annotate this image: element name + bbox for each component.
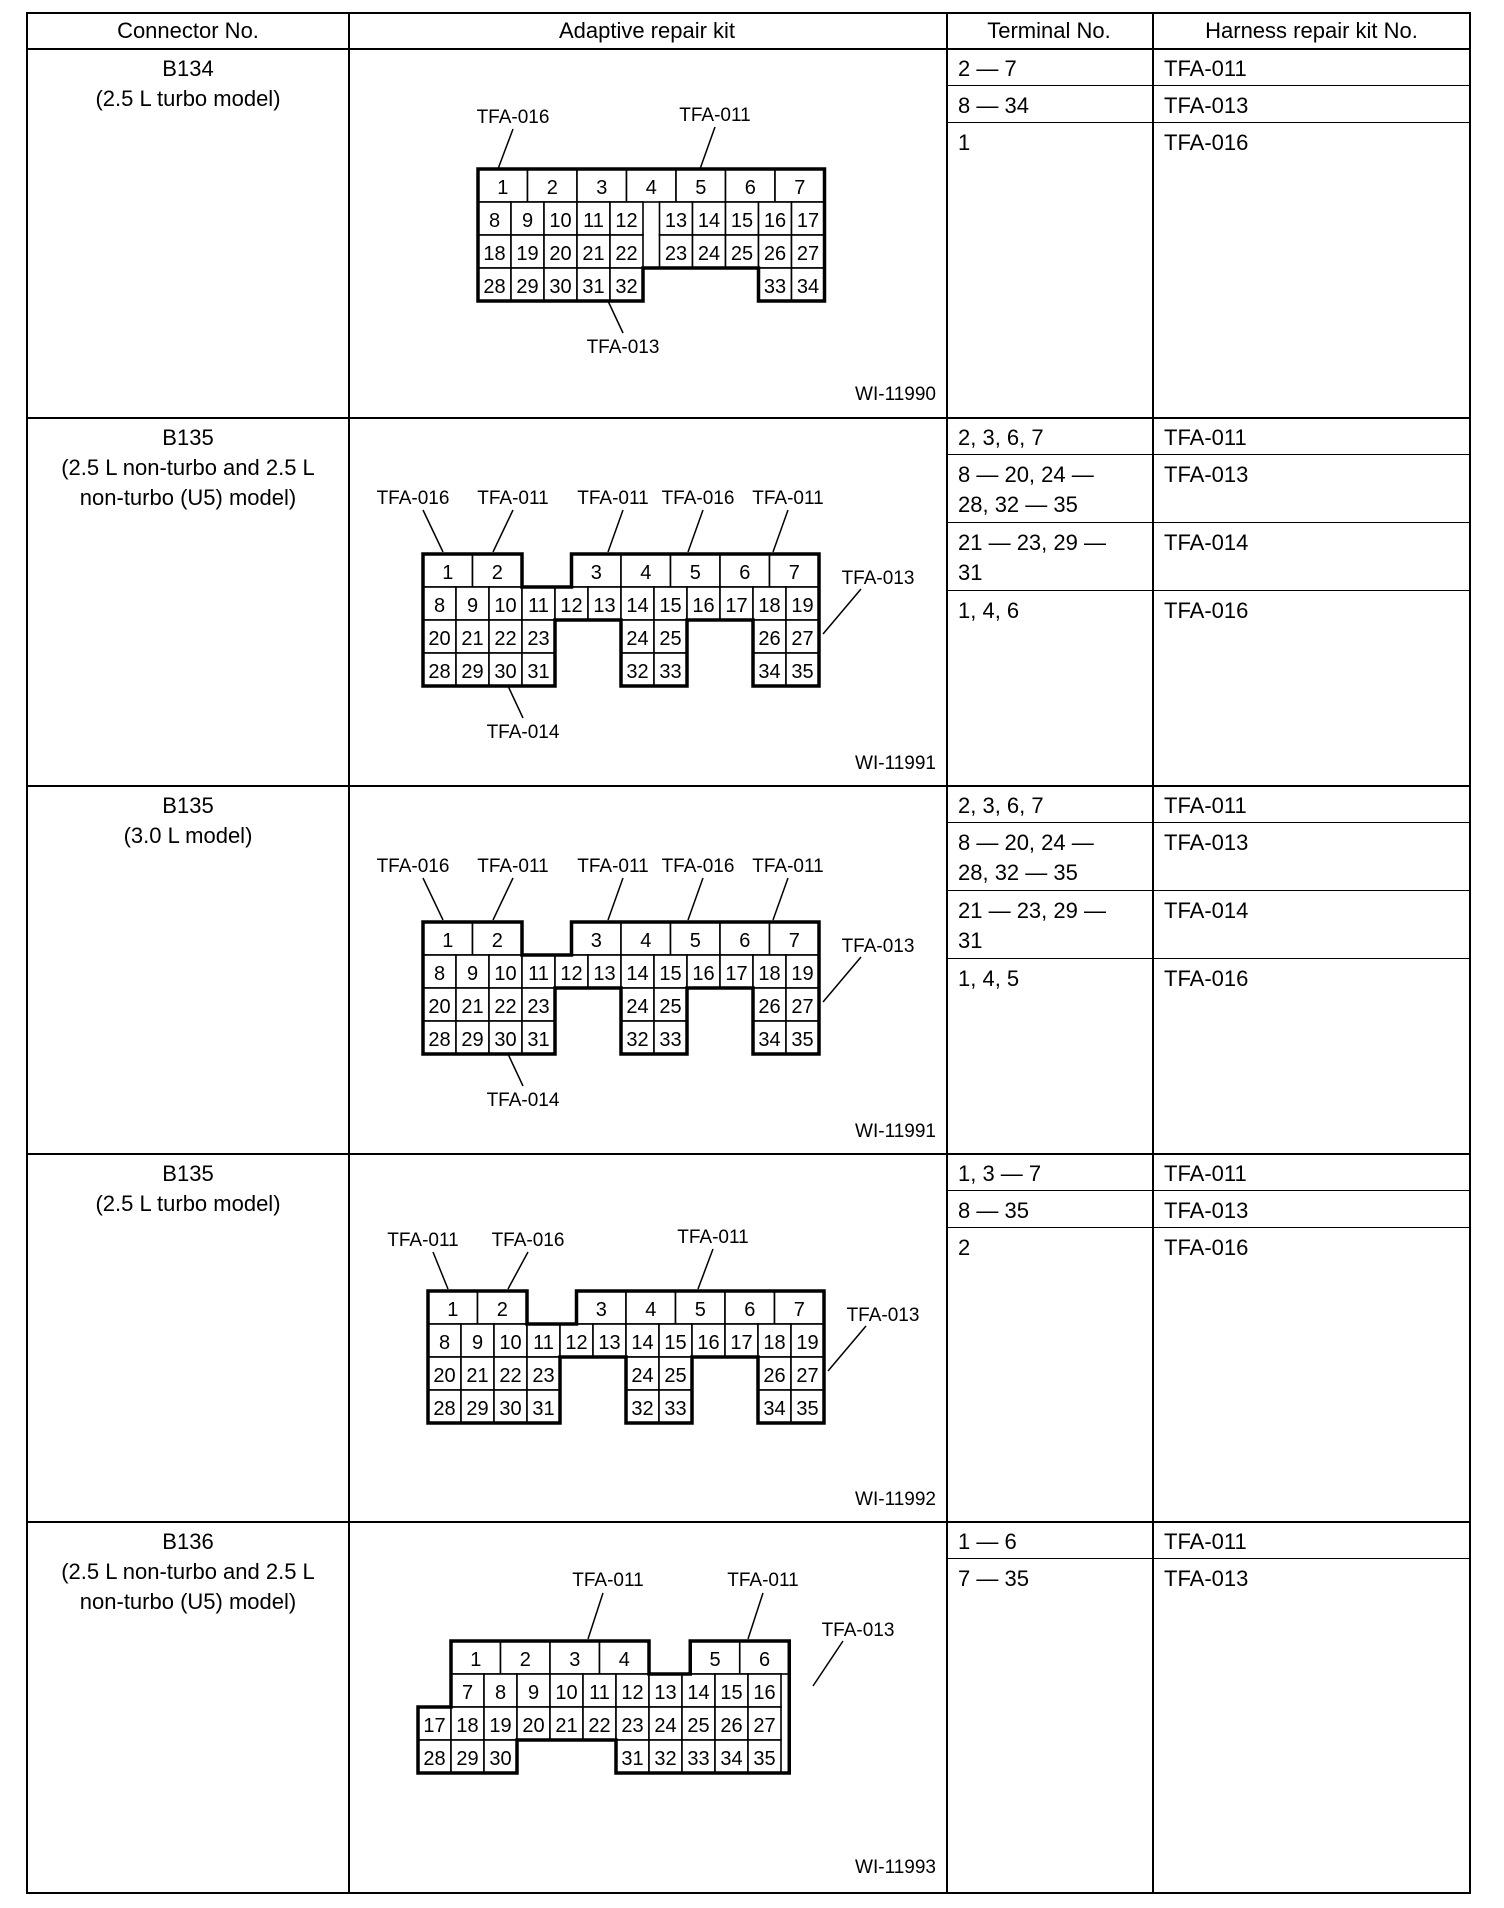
terminal-pin-number: 30 [494, 661, 517, 683]
terminal-pin-number: 20 [549, 243, 572, 265]
terminal-pin-number: 27 [791, 628, 814, 650]
terminal-pin-number: 14 [626, 963, 649, 985]
callout-leader [823, 589, 861, 634]
terminal-pin-number: 32 [654, 1748, 677, 1770]
terminal-pin-number: 30 [489, 1748, 512, 1770]
terminal-pin-number: 20 [428, 628, 451, 650]
terminal-pin-number: 9 [521, 210, 534, 232]
terminal-pin-number: 16 [753, 1682, 776, 1704]
figure-code: WI-11992 [855, 1489, 936, 1510]
terminal-pin-number: 3 [595, 1299, 607, 1321]
terminal-pin-number: 35 [791, 661, 814, 683]
terminal-pin-number: 8 [488, 210, 501, 232]
terminal-pin-number: 6 [739, 562, 751, 584]
callout-label: TFA-011 [577, 488, 649, 509]
terminal-pin-number: 29 [456, 1748, 479, 1770]
terminal-pin-number: 32 [615, 276, 638, 298]
callout-leader [433, 1252, 448, 1289]
terminal-pin-number: 33 [687, 1748, 710, 1770]
connector-table [26, 12, 1471, 1894]
callout-leader [773, 510, 788, 552]
terminal-pin-number: 24 [654, 1715, 677, 1737]
terminal-pin-number: 6 [744, 1299, 756, 1321]
connector-cell [28, 419, 348, 513]
terminal-pin-number: 18 [456, 1715, 479, 1737]
terminal-pin-number: 22 [494, 628, 517, 650]
terminal-pin-number: 17 [725, 963, 748, 985]
terminal-pin-number: 17 [730, 1332, 753, 1354]
callout-leader [508, 1054, 523, 1086]
terminal-pin-number: 35 [791, 1029, 814, 1051]
terminal-pin-number: 10 [494, 963, 517, 985]
terminal-pin-number: 13 [598, 1332, 621, 1354]
callout-leader [423, 510, 443, 552]
terminal-pin-number: 3 [596, 177, 608, 199]
terminal-pin-number: 15 [730, 210, 754, 232]
harness-kit-cell: TFA-014 [1164, 530, 1249, 555]
terminal-pin-number: 2 [496, 1299, 508, 1321]
callout-leader [823, 957, 861, 1002]
terminal-pin-number: 1 [470, 1649, 482, 1671]
figure-code: WI-11993 [855, 1857, 936, 1878]
callout-label: TFA-011 [752, 856, 824, 877]
terminal-pin-number: 3 [569, 1649, 581, 1671]
column-divider [348, 14, 350, 1892]
terminal-pin-number: 22 [499, 1365, 522, 1387]
terminal-pin-number: 7 [788, 562, 800, 584]
callout-label: TFA-011 [477, 856, 549, 877]
terminal-pin-number: 14 [687, 1682, 710, 1704]
terminal-pin-number: 11 [589, 1682, 610, 1704]
terminal-pin-number: 7 [793, 1299, 805, 1321]
terminal-pin-number: 1 [442, 930, 454, 952]
terminal-pin-number: 30 [549, 276, 572, 298]
terminal-pin-number: 16 [763, 210, 787, 232]
callout-leader [700, 127, 715, 169]
callout-label: TFA-016 [376, 856, 450, 877]
terminal-pin-number: 31 [532, 1398, 555, 1420]
figure-code: WI-11991 [855, 1121, 936, 1142]
callout-leader [813, 1641, 843, 1686]
terminal-cell: 1, 4, 6 [958, 598, 1020, 623]
terminal-pin-number: 21 [555, 1715, 578, 1737]
terminal-pin-number: 10 [549, 210, 572, 232]
terminal-cell: 1 — 6 [958, 1529, 1017, 1554]
terminal-pin-number: 2 [491, 930, 503, 952]
terminal-cell: 8 — 35 [958, 1198, 1029, 1223]
terminal-pin-number: 15 [720, 1682, 743, 1704]
callout-label: TFA-016 [661, 488, 735, 509]
terminal-pin-number: 29 [461, 1029, 484, 1051]
connector-model: (2.5 L turbo model) [95, 86, 281, 111]
terminal-pin-number: 12 [615, 210, 638, 232]
callout-label: TFA-013 [821, 1620, 895, 1641]
terminal-pin-number: 31 [527, 661, 550, 683]
terminal-pin-number: 29 [516, 276, 539, 298]
terminal-pin-number: 5 [709, 1649, 721, 1671]
callout-label: TFA-016 [476, 107, 550, 128]
terminal-pin-number: 28 [483, 276, 506, 298]
terminal-pin-number: 19 [796, 1332, 819, 1354]
connector-model: (2.5 L non-turbo and 2.5 L non-turbo (U5) model) [61, 1559, 315, 1614]
callout-leader [608, 301, 623, 333]
callout-leader [508, 686, 523, 718]
terminal-pin-number: 10 [555, 1682, 578, 1704]
callout-leader [688, 878, 703, 920]
terminal-pin-number: 31 [582, 276, 605, 298]
terminal-cell: 7 — 35 [958, 1566, 1029, 1591]
terminal-pin-number: 28 [428, 661, 451, 683]
harness-kit-cell: TFA-013 [1164, 830, 1249, 855]
terminal-pin-number: 14 [697, 210, 721, 232]
terminal-pin-number: 12 [621, 1682, 644, 1704]
terminal-pin-number: 19 [489, 1715, 512, 1737]
terminal-pin-number: 22 [494, 996, 517, 1018]
terminal-pin-number: 33 [763, 276, 787, 298]
callout-label: TFA-016 [376, 488, 450, 509]
terminal-pin-number: 13 [654, 1682, 677, 1704]
terminal-pin-number: 19 [791, 595, 814, 617]
terminal-pin-number: 21 [582, 243, 605, 265]
terminal-pin-number: 15 [659, 595, 682, 617]
terminal-pin-number: 32 [631, 1398, 654, 1420]
harness-kit-cell: TFA-016 [1164, 598, 1249, 623]
harness-kit-cell: TFA-011 [1164, 56, 1247, 81]
harness-kit-cell: TFA-011 [1164, 1161, 1247, 1186]
header-terminal: Terminal No. [987, 18, 1111, 43]
callout-leader [588, 1593, 603, 1639]
terminal-pin-number: 25 [687, 1715, 710, 1737]
harness-kit-cell: TFA-016 [1164, 1235, 1249, 1260]
harness-kit-cell: TFA-013 [1164, 93, 1249, 118]
terminal-cell: 1 [958, 130, 971, 155]
callout-label: TFA-011 [677, 1227, 749, 1248]
terminal-pin-number: 10 [499, 1332, 522, 1354]
terminal-cell: 21 — 23, 29 — 31 [958, 898, 1106, 953]
terminal-pin-number: 16 [692, 595, 715, 617]
callout-label: TFA-011 [387, 1230, 459, 1251]
terminal-pin-number: 11 [528, 963, 549, 985]
terminal-pin-number: 11 [528, 595, 549, 617]
terminal-pin-number: 8 [433, 963, 446, 985]
callout-label: TFA-013 [841, 936, 915, 957]
terminal-pin-number: 18 [763, 1332, 786, 1354]
terminal-pin-number: 17 [725, 595, 748, 617]
terminal-pin-number: 4 [645, 177, 657, 199]
callout-label: TFA-016 [491, 1230, 565, 1251]
terminal-pin-number: 24 [626, 628, 649, 650]
callout-label: TFA-013 [846, 1305, 920, 1326]
connector-number: B134 [162, 56, 214, 81]
callout-label: TFA-014 [486, 722, 560, 743]
header-harness-kit: Harness repair kit No. [1205, 18, 1418, 43]
terminal-pin-number: 26 [758, 628, 781, 650]
connector-number: B135 [162, 425, 214, 450]
terminal-cell: 8 — 20, 24 — 28, 32 — 35 [958, 830, 1094, 885]
terminal-pin-number: 9 [466, 595, 479, 617]
terminal-pin-number: 32 [626, 661, 649, 683]
column-divider [1152, 14, 1154, 1892]
terminal-pin-number: 34 [758, 1029, 781, 1051]
callout-leader [688, 510, 703, 552]
connector-number: B136 [162, 1529, 214, 1554]
terminal-pin-number: 22 [615, 243, 638, 265]
terminal-pin-number: 34 [763, 1398, 786, 1420]
terminal-pin-number: 31 [621, 1748, 644, 1770]
terminal-pin-number: 11 [533, 1332, 554, 1354]
terminal-pin-number: 16 [692, 963, 715, 985]
terminal-cell: 2, 3, 6, 7 [958, 425, 1044, 450]
terminal-pin-number: 3 [590, 930, 602, 952]
callout-leader [608, 878, 623, 920]
terminal-pin-number: 23 [664, 243, 688, 265]
terminal-pin-number: 20 [522, 1715, 545, 1737]
terminal-pin-number: 1 [447, 1299, 459, 1321]
terminal-pin-number: 6 [744, 177, 756, 199]
terminal-pin-number: 25 [664, 1365, 687, 1387]
harness-kit-cell: TFA-016 [1164, 130, 1249, 155]
terminal-cell: 21 — 23, 29 — 31 [958, 530, 1106, 585]
harness-kit-cell: TFA-016 [1164, 966, 1249, 991]
terminal-pin-number: 23 [527, 628, 550, 650]
connector-cell [28, 50, 348, 114]
harness-kit-cell: TFA-013 [1164, 1198, 1249, 1223]
terminal-pin-number: 24 [697, 243, 721, 265]
terminal-pin-number: 29 [466, 1398, 489, 1420]
terminal-pin-number: 1 [442, 562, 454, 584]
terminal-pin-number: 17 [796, 210, 820, 232]
terminal-pin-number: 7 [794, 177, 806, 199]
terminal-cell: 2 — 7 [958, 56, 1017, 81]
terminal-pin-number: 7 [461, 1682, 474, 1704]
harness-kit-cell: TFA-013 [1164, 462, 1249, 487]
terminal-pin-number: 24 [631, 1365, 654, 1387]
terminal-pin-number: 15 [664, 1332, 687, 1354]
callout-label: TFA-013 [841, 568, 915, 589]
connector-model: (2.5 L non-turbo and 2.5 L non-turbo (U5) model) [61, 455, 315, 510]
terminal-pin-number: 5 [689, 562, 701, 584]
callout-label: TFA-016 [661, 856, 735, 877]
terminal-pin-number: 26 [763, 1365, 786, 1387]
callout-label: TFA-013 [586, 337, 660, 358]
terminal-pin-number: 12 [565, 1332, 588, 1354]
terminal-pin-number: 34 [758, 661, 781, 683]
terminal-pin-number: 22 [588, 1715, 611, 1737]
terminal-pin-number: 6 [758, 1649, 771, 1671]
terminal-pin-number: 5 [695, 177, 707, 199]
terminal-pin-number: 23 [532, 1365, 555, 1387]
callout-label: TFA-011 [572, 1570, 644, 1591]
connector-cell [28, 1523, 348, 1617]
terminal-pin-number: 8 [438, 1332, 451, 1354]
terminal-pin-number: 25 [730, 243, 754, 265]
figure-code: WI-11990 [855, 384, 936, 405]
terminal-pin-number: 12 [560, 595, 583, 617]
terminal-pin-number: 13 [593, 963, 616, 985]
header-adaptive-kit: Adaptive repair kit [558, 18, 736, 43]
callout-label: TFA-011 [679, 105, 751, 126]
terminal-pin-number: 10 [494, 595, 517, 617]
terminal-pin-number: 6 [739, 930, 751, 952]
terminal-pin-number: 13 [593, 595, 616, 617]
terminal-pin-number: 35 [796, 1398, 819, 1420]
terminal-pin-number: 11 [583, 210, 604, 232]
terminal-pin-number: 14 [631, 1332, 654, 1354]
terminal-pin-number: 2 [491, 562, 503, 584]
connector-model: (3.0 L model) [123, 823, 253, 848]
callout-leader [608, 510, 623, 552]
terminal-pin-number: 9 [471, 1332, 484, 1354]
terminal-pin-number: 27 [753, 1715, 776, 1737]
connector-cell [28, 1155, 348, 1219]
terminal-pin-number: 21 [461, 628, 484, 650]
terminal-pin-number: 4 [645, 1299, 657, 1321]
terminal-pin-number: 8 [494, 1682, 507, 1704]
terminal-cell: 2 [958, 1235, 971, 1260]
terminal-pin-number: 23 [621, 1715, 644, 1737]
callout-leader [498, 129, 513, 169]
terminal-pin-number: 1 [497, 177, 509, 199]
terminal-pin-number: 4 [618, 1649, 630, 1671]
terminal-pin-number: 35 [753, 1748, 776, 1770]
terminal-pin-number: 33 [659, 1029, 682, 1051]
terminal-pin-number: 3 [590, 562, 602, 584]
callout-leader [828, 1326, 866, 1371]
terminal-pin-number: 13 [664, 210, 688, 232]
harness-kit-cell: TFA-011 [1164, 425, 1247, 450]
terminal-pin-number: 34 [796, 276, 820, 298]
terminal-pin-number: 18 [483, 243, 506, 265]
harness-kit-cell: TFA-011 [1164, 793, 1247, 818]
terminal-pin-number: 33 [664, 1398, 687, 1420]
terminal-pin-number: 28 [428, 1029, 451, 1051]
terminal-cell: 8 — 34 [958, 93, 1029, 118]
terminal-pin-number: 16 [697, 1332, 720, 1354]
terminal-pin-number: 9 [466, 963, 479, 985]
terminal-pin-number: 14 [626, 595, 649, 617]
harness-kit-cell: TFA-013 [1164, 1566, 1249, 1591]
terminal-pin-number: 12 [560, 963, 583, 985]
terminal-pin-number: 31 [527, 1029, 550, 1051]
terminal-pin-number: 26 [720, 1715, 743, 1737]
terminal-pin-number: 30 [499, 1398, 522, 1420]
callout-leader [493, 510, 513, 552]
callout-label: TFA-011 [477, 488, 549, 509]
callout-leader [423, 878, 443, 920]
figure-code: WI-11991 [855, 753, 936, 774]
terminal-pin-number: 19 [516, 243, 539, 265]
callout-leader [748, 1593, 763, 1639]
terminal-pin-number: 25 [659, 996, 682, 1018]
terminal-pin-number: 21 [466, 1365, 489, 1387]
terminal-pin-number: 5 [689, 930, 701, 952]
terminal-pin-number: 4 [640, 562, 652, 584]
connector-number: B135 [162, 793, 214, 818]
terminal-pin-number: 27 [791, 996, 814, 1018]
terminal-pin-number: 24 [626, 996, 649, 1018]
terminal-pin-number: 17 [423, 1715, 446, 1737]
terminal-pin-number: 26 [763, 243, 787, 265]
callout-leader [508, 1252, 528, 1289]
terminal-pin-number: 30 [494, 1029, 517, 1051]
connector-model: (2.5 L turbo model) [95, 1191, 281, 1216]
terminal-pin-number: 2 [519, 1649, 531, 1671]
terminal-pin-number: 5 [694, 1299, 706, 1321]
callout-leader [698, 1249, 713, 1289]
terminal-pin-number: 34 [720, 1748, 743, 1770]
terminal-pin-number: 20 [428, 996, 451, 1018]
terminal-pin-number: 15 [659, 963, 682, 985]
callout-label: TFA-014 [486, 1090, 560, 1111]
terminal-pin-number: 32 [626, 1029, 649, 1051]
terminal-cell: 1, 3 — 7 [958, 1161, 1042, 1186]
terminal-cell: 1, 4, 5 [958, 966, 1020, 991]
terminal-pin-number: 9 [527, 1682, 540, 1704]
terminal-pin-number: 18 [758, 963, 781, 985]
terminal-pin-number: 27 [796, 1365, 819, 1387]
terminal-pin-number: 27 [796, 243, 820, 265]
terminal-pin-number: 25 [659, 628, 682, 650]
terminal-pin-number: 29 [461, 661, 484, 683]
terminal-pin-number: 33 [659, 661, 682, 683]
terminal-pin-number: 20 [433, 1365, 456, 1387]
callout-leader [493, 878, 513, 920]
connector-number: B135 [162, 1161, 214, 1186]
terminal-pin-number: 4 [640, 930, 652, 952]
terminal-pin-number: 18 [758, 595, 781, 617]
terminal-pin-number: 23 [527, 996, 550, 1018]
terminal-pin-number: 28 [433, 1398, 456, 1420]
callout-label: TFA-011 [727, 1570, 799, 1591]
terminal-pin-number: 2 [546, 177, 558, 199]
harness-kit-cell: TFA-011 [1164, 1529, 1247, 1554]
terminal-pin-number: 28 [423, 1748, 446, 1770]
terminal-pin-number: 7 [788, 930, 800, 952]
callout-label: TFA-011 [752, 488, 824, 509]
callout-leader [773, 878, 788, 920]
terminal-pin-number: 19 [791, 963, 814, 985]
terminal-pin-number: 26 [758, 996, 781, 1018]
harness-kit-cell: TFA-014 [1164, 898, 1249, 923]
header-connector: Connector No. [117, 18, 259, 43]
terminal-cell: 2, 3, 6, 7 [958, 793, 1044, 818]
connector-cell [28, 787, 348, 851]
terminal-pin-number: 8 [433, 595, 446, 617]
callout-label: TFA-011 [577, 856, 649, 877]
terminal-pin-number: 21 [461, 996, 484, 1018]
terminal-cell: 8 — 20, 24 — 28, 32 — 35 [958, 462, 1094, 517]
